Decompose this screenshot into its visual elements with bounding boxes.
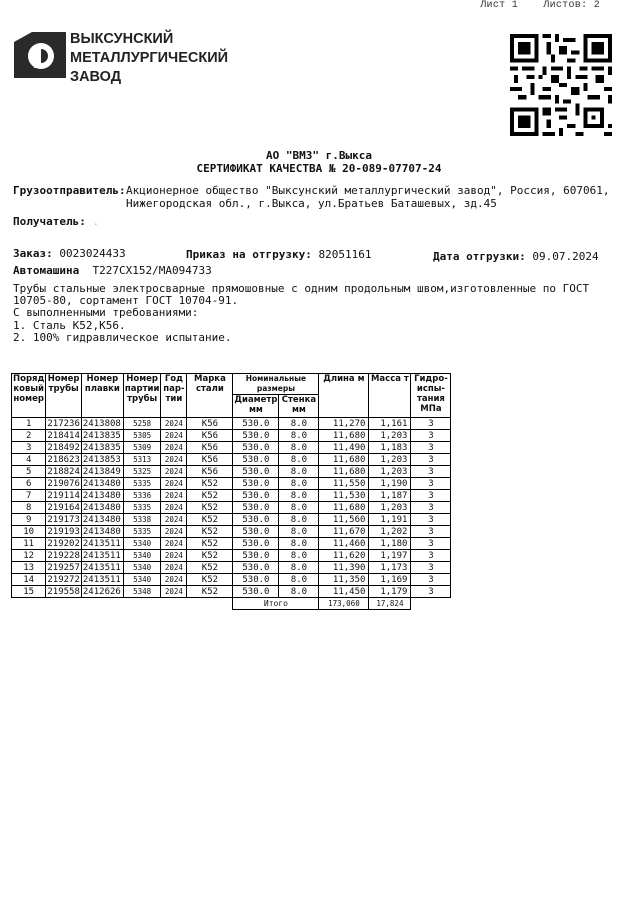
pipe-number-cell: 219164: [47, 502, 80, 513]
logo-mark-icon: [14, 28, 66, 78]
table-header-row: [12, 374, 451, 395]
batch-number-cell: 5340: [123, 538, 161, 550]
table-row: [12, 442, 451, 454]
description-line-4: 1. Сталь К52,К56.: [13, 318, 126, 332]
mass-cell: 1,190: [369, 478, 411, 490]
heat-number-cell: 2413511: [81, 538, 123, 550]
seq-cell: 2: [12, 430, 46, 442]
mass-cell: 1,202: [369, 526, 411, 538]
length-cell: 11,560: [319, 514, 369, 526]
steel-grade-cell: К52: [187, 514, 233, 526]
table-row: [12, 430, 451, 442]
length-cell: 11,270: [319, 418, 369, 430]
logo-line-2: МЕТАЛЛУРГИЧЕСКИЙ: [70, 50, 229, 66]
diameter-cell: 530.0: [233, 574, 279, 586]
table-row: [12, 418, 451, 430]
table-row: [12, 490, 451, 502]
logo-text: [70, 30, 228, 87]
batch-number-cell: 5335: [123, 502, 161, 514]
seq-cell: 8: [12, 502, 46, 514]
steel-grade-cell: К56: [187, 418, 233, 430]
col-header-seq: Поряд ковый номер: [12, 374, 46, 418]
mass-cell: 1,173: [369, 562, 411, 574]
pipe-number-cell: 219272: [47, 574, 80, 585]
heat-number-cell: 2413511: [81, 574, 123, 586]
heat-number-cell: 2412626: [81, 586, 123, 598]
steel-grade-cell: К56: [187, 454, 233, 466]
length-cell: 11,550: [319, 478, 369, 490]
seq-cell: 11: [12, 538, 46, 550]
diameter-cell: 530.0: [233, 466, 279, 478]
steel-grade-cell: К56: [187, 466, 233, 478]
seq-cell: 6: [12, 478, 46, 490]
year-cell: 2024: [161, 454, 187, 466]
length-cell: 11,530: [319, 490, 369, 502]
year-cell: 2024: [161, 466, 187, 478]
diameter-cell: 530.0: [233, 418, 279, 430]
diameter-cell: 530.0: [233, 550, 279, 562]
wall-cell: 8.0: [279, 478, 319, 490]
pipe-number-cell: 219202: [47, 538, 80, 549]
batch-number-cell: 5336: [123, 490, 161, 502]
mass-cell: 1,180: [369, 538, 411, 550]
year-cell: 2024: [161, 478, 187, 490]
length-cell: 11,460: [319, 538, 369, 550]
steel-grade-cell: К52: [187, 574, 233, 586]
diameter-cell: 530.0: [233, 442, 279, 454]
seq-cell: 5: [12, 466, 46, 478]
vehicle-value: Т227СХ152/МА094733: [92, 264, 212, 277]
wall-cell: 8.0: [279, 430, 319, 442]
batch-number-cell: 5338: [123, 514, 161, 526]
vehicle-row: [13, 264, 212, 277]
pressure-cell: 3: [411, 550, 451, 562]
pipe-number-cell: 217236: [47, 418, 80, 429]
seq-cell: 14: [12, 574, 46, 586]
table-row: [12, 454, 451, 466]
batch-number-cell: 5335: [123, 526, 161, 538]
ship-date-value: 09.07.2024: [532, 250, 599, 263]
sheet-counter: [480, 0, 600, 11]
diameter-cell: 530.0: [233, 562, 279, 574]
steel-grade-cell: К52: [187, 526, 233, 538]
logo-line-3: ЗАВОД: [70, 69, 122, 85]
heat-number-cell: 2413511: [81, 550, 123, 562]
heat-number-cell: 2413849: [81, 466, 123, 478]
seq-cell: 7: [12, 490, 46, 502]
description-line-3: С выполненными требованиями:: [13, 306, 199, 320]
wall-cell: 8.0: [279, 466, 319, 478]
steel-grade-cell: К52: [187, 502, 233, 514]
heat-number-cell: 2413808: [81, 418, 123, 430]
length-cell: 11,680: [319, 454, 369, 466]
ship-date-label: Дата отгрузки:: [433, 250, 526, 263]
heat-number-cell: 2413480: [81, 478, 123, 490]
company-logo: [14, 28, 229, 92]
mass-cell: 1,161: [369, 418, 411, 430]
batch-number-cell: 5340: [123, 574, 161, 586]
year-cell: 2024: [161, 562, 187, 574]
col-header-nominal: Номинальные размеры: [233, 374, 319, 395]
mass-cell: 1,203: [369, 502, 411, 514]
description-line-5: 2. 100% гидравлическое испытание.: [13, 330, 232, 344]
steel-grade-cell: К52: [187, 586, 233, 598]
col-header-pressure: Гидро- испы- тания МПа: [411, 374, 451, 418]
table-row: [12, 514, 451, 526]
diameter-cell: 530.0: [233, 502, 279, 514]
col-header-heat: Номер плавки: [81, 374, 123, 418]
year-cell: 2024: [161, 490, 187, 502]
vehicle-label: Автомашина: [13, 264, 80, 277]
shipper-line-1: Акционерное общество "Выксунский металлургический завод", Россия, 607061,: [126, 184, 610, 197]
table-row: [12, 586, 451, 598]
ship-date-row: [433, 250, 599, 263]
qr-code-icon: [510, 34, 612, 136]
mass-cell: 1,179: [369, 586, 411, 598]
table-row: [12, 562, 451, 574]
shipment-order-row: [186, 248, 371, 261]
pressure-cell: 3: [411, 526, 451, 538]
shipment-order-value: 82051161: [318, 248, 372, 261]
diameter-cell: 530.0: [233, 430, 279, 442]
col-header-grade: Марка стали: [187, 374, 233, 418]
heat-number-cell: 2413480: [81, 502, 123, 514]
mass-cell: 1,169: [369, 574, 411, 586]
length-cell: 11,390: [319, 562, 369, 574]
description-line-1: Трубы стальные электросварные прямошовные с одним продольным швом,изготовленные по ГОСТ: [13, 282, 590, 295]
receiver-row: [13, 215, 99, 228]
col-header-wall: Стенка мм: [279, 395, 319, 418]
year-cell: 2024: [161, 574, 187, 586]
year-cell: 2024: [161, 586, 187, 598]
table-row: [12, 478, 451, 490]
year-cell: 2024: [161, 514, 187, 526]
pressure-cell: 3: [411, 454, 451, 466]
pipe-number-cell: 219076: [47, 478, 80, 489]
pipe-number-cell: 218414: [47, 430, 80, 441]
pipe-number-cell: 219114: [47, 490, 80, 501]
order-row: [13, 247, 126, 260]
total-length: 173,060: [319, 598, 369, 610]
steel-grade-cell: К52: [187, 490, 233, 502]
pressure-cell: 3: [411, 586, 451, 598]
diameter-cell: 530.0: [233, 538, 279, 550]
diameter-cell: 530.0: [233, 514, 279, 526]
pressure-cell: 3: [411, 538, 451, 550]
seq-cell: 4: [12, 454, 46, 466]
seq-cell: 13: [12, 562, 46, 574]
table-row: [12, 538, 451, 550]
pipe-number-cell: 218623: [47, 454, 80, 465]
receiver-label: Получатель:: [13, 215, 86, 228]
pressure-cell: 3: [411, 430, 451, 442]
year-cell: 2024: [161, 526, 187, 538]
steel-grade-cell: К56: [187, 442, 233, 454]
certificate-title: СЕРТИФИКАТ КАЧЕСТВА № 20-089-07707-24: [196, 162, 442, 175]
order-label: Заказ:: [13, 247, 53, 260]
heat-number-cell: 2413835: [81, 442, 123, 454]
diameter-cell: 530.0: [233, 454, 279, 466]
wall-cell: 8.0: [279, 514, 319, 526]
batch-number-cell: 5340: [123, 562, 161, 574]
product-description: [13, 283, 589, 344]
batch-number-cell: 5313: [123, 454, 161, 466]
seq-cell: 12: [12, 550, 46, 562]
pressure-cell: 3: [411, 418, 451, 430]
pressure-cell: 3: [411, 442, 451, 454]
steel-grade-cell: К52: [187, 562, 233, 574]
wall-cell: 8.0: [279, 550, 319, 562]
length-cell: 11,680: [319, 502, 369, 514]
heat-number-cell: 2413480: [81, 514, 123, 526]
mass-cell: 1,183: [369, 442, 411, 454]
mass-cell: 1,203: [369, 466, 411, 478]
length-cell: 11,450: [319, 586, 369, 598]
wall-cell: 8.0: [279, 586, 319, 598]
wall-cell: 8.0: [279, 538, 319, 550]
table-total-row: [12, 598, 451, 610]
diameter-cell: 530.0: [233, 586, 279, 598]
col-header-length: Длина м: [319, 374, 369, 418]
mass-cell: 1,203: [369, 430, 411, 442]
col-header-pipe: Номер трубы: [46, 374, 82, 418]
seq-cell: 9: [12, 514, 46, 526]
steel-grade-cell: К56: [187, 430, 233, 442]
heat-number-cell: 2413511: [81, 562, 123, 574]
pipe-number-cell: 219173: [47, 514, 80, 525]
mass-cell: 1,187: [369, 490, 411, 502]
total-mass: 17,824: [369, 598, 411, 610]
batch-number-cell: 5258: [123, 418, 161, 430]
heat-number-cell: 2413835: [81, 430, 123, 442]
year-cell: 2024: [161, 550, 187, 562]
pressure-cell: 3: [411, 466, 451, 478]
length-cell: 11,680: [319, 466, 369, 478]
table-row: [12, 526, 451, 538]
shipment-order-label: Приказ на отгрузку:: [186, 248, 312, 261]
col-header-batch: Номер партии трубы: [123, 374, 161, 418]
batch-number-cell: 5305: [123, 430, 161, 442]
wall-cell: 8.0: [279, 574, 319, 586]
pressure-cell: 3: [411, 514, 451, 526]
logo-line-1: ВЫКСУНСКИЙ: [70, 31, 174, 47]
mass-cell: 1,203: [369, 454, 411, 466]
wall-cell: 8.0: [279, 490, 319, 502]
col-header-mass: Масса т: [369, 374, 411, 418]
year-cell: 2024: [161, 502, 187, 514]
wall-cell: 8.0: [279, 442, 319, 454]
pipe-number-cell: 218492: [47, 442, 80, 453]
pressure-cell: 3: [411, 502, 451, 514]
wall-cell: 8.0: [279, 502, 319, 514]
pressure-cell: 3: [411, 574, 451, 586]
year-cell: 2024: [161, 430, 187, 442]
col-header-year: Год пар- тии: [161, 374, 187, 418]
sheet-total: Листов: 2: [543, 0, 600, 11]
batch-number-cell: 5340: [123, 550, 161, 562]
description-line-2: 10705-80, сортамент ГОСТ 10704-91.: [13, 294, 239, 308]
seq-cell: 10: [12, 526, 46, 538]
seq-cell: 1: [12, 418, 46, 430]
diameter-cell: 530.0: [233, 478, 279, 490]
table-row: [12, 502, 451, 514]
wall-cell: 8.0: [279, 562, 319, 574]
mass-cell: 1,191: [369, 514, 411, 526]
receiver-value: .: [92, 215, 100, 228]
seq-cell: 3: [12, 442, 46, 454]
length-cell: 11,490: [319, 442, 369, 454]
wall-cell: 8.0: [279, 526, 319, 538]
heat-number-cell: 2413853: [81, 454, 123, 466]
length-cell: 11,620: [319, 550, 369, 562]
shipper-label: Грузоотправитель:: [13, 184, 126, 197]
heat-number-cell: 2413480: [81, 526, 123, 538]
length-cell: 11,350: [319, 574, 369, 586]
pipe-number-cell: 218824: [47, 466, 80, 477]
diameter-cell: 530.0: [233, 490, 279, 502]
pipe-number-cell: 219558: [47, 586, 80, 597]
pressure-cell: 3: [411, 490, 451, 502]
steel-grade-cell: К52: [187, 478, 233, 490]
wall-cell: 8.0: [279, 418, 319, 430]
steel-grade-cell: К52: [187, 550, 233, 562]
batch-number-cell: 5309: [123, 442, 161, 454]
year-cell: 2024: [161, 418, 187, 430]
mass-cell: 1,197: [369, 550, 411, 562]
year-cell: 2024: [161, 442, 187, 454]
batch-number-cell: 5325: [123, 466, 161, 478]
shipper-line-2: Нижегородская обл., г.Выкса, ул.Братьев Баташевых, зд.45: [126, 197, 497, 210]
sheet-number: Лист 1: [480, 0, 519, 11]
length-cell: 11,670: [319, 526, 369, 538]
pressure-cell: 3: [411, 562, 451, 574]
pipe-number-cell: 219193: [47, 526, 80, 537]
diameter-cell: 530.0: [233, 526, 279, 538]
company-name: АО "ВМЗ" г.Выкса: [266, 149, 372, 162]
col-header-diameter: Диаметр мм: [233, 395, 279, 418]
order-value: 0023024433: [59, 247, 126, 260]
length-cell: 11,680: [319, 430, 369, 442]
certificate-table: [11, 373, 451, 610]
wall-cell: 8.0: [279, 454, 319, 466]
batch-number-cell: 5348: [123, 586, 161, 598]
year-cell: 2024: [161, 538, 187, 550]
batch-number-cell: 5335: [123, 478, 161, 490]
heat-number-cell: 2413480: [81, 490, 123, 502]
steel-grade-cell: К52: [187, 538, 233, 550]
pipe-number-cell: 219228: [47, 550, 80, 561]
table-row: [12, 574, 451, 586]
table-row: [12, 550, 451, 562]
pipe-number-cell: 219257: [47, 562, 80, 573]
table-row: [12, 466, 451, 478]
pressure-cell: 3: [411, 478, 451, 490]
seq-cell: 15: [12, 586, 46, 598]
total-label: Итого: [233, 598, 319, 610]
